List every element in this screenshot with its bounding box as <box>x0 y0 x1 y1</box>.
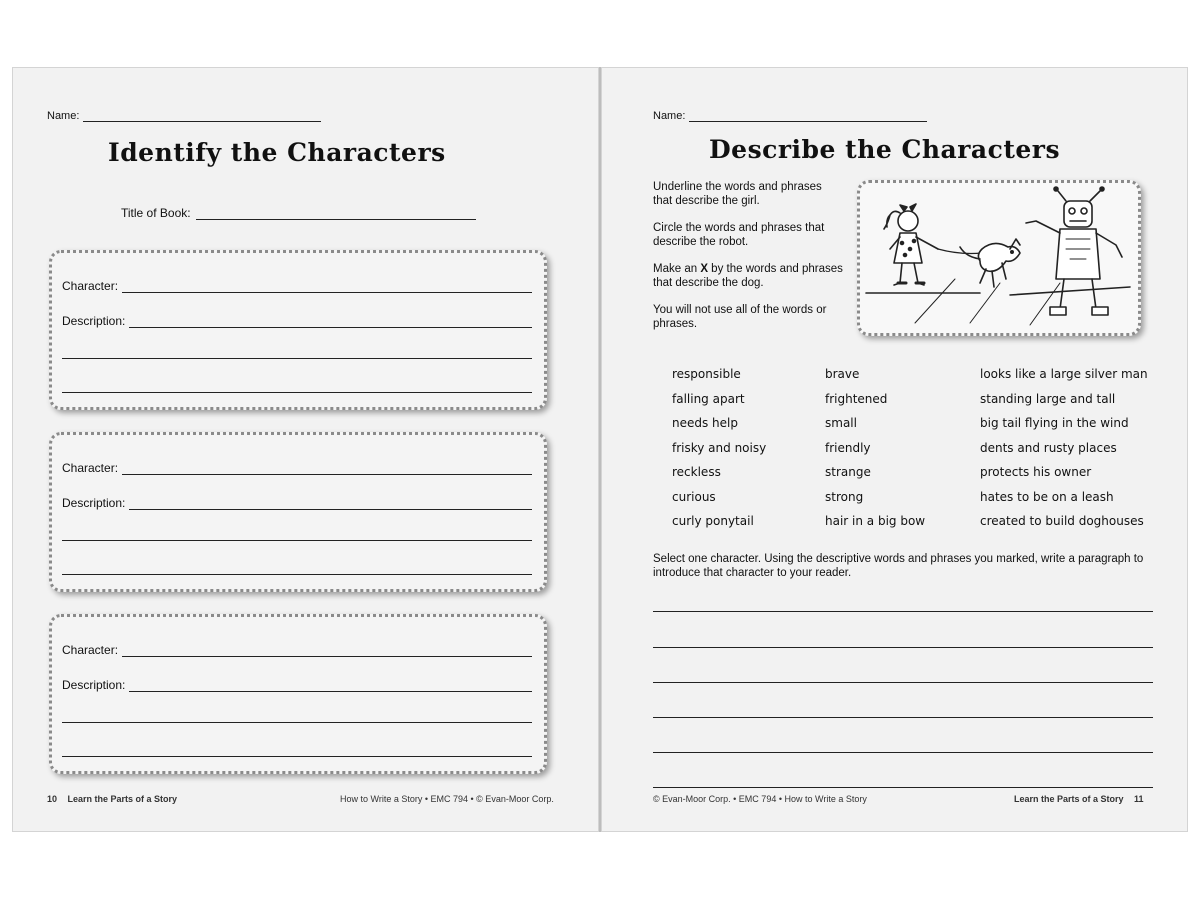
word-item: hair in a big bow <box>825 514 926 528</box>
writing-line <box>653 611 1153 612</box>
name-label: Name: <box>653 110 686 122</box>
description-label: Description: <box>62 496 126 510</box>
word-item: dents and rusty places <box>980 440 1117 455</box>
girl-figure <box>884 204 982 285</box>
word-item: big tail flying in the wind <box>980 416 1129 430</box>
instruction-dog <box>653 262 843 290</box>
characters-illustration <box>857 180 1141 336</box>
page-number: 10 <box>47 794 58 804</box>
instruction-dog-prefix: Make an <box>653 263 701 275</box>
writing-line <box>62 358 532 359</box>
character-box-3 <box>49 614 547 774</box>
word-item: strong <box>825 489 864 504</box>
character-line <box>122 464 532 475</box>
book-title-field <box>121 206 476 220</box>
word-item: needs help <box>672 416 738 430</box>
footer-left <box>47 794 177 804</box>
description-label: Description: <box>62 678 126 692</box>
instruction-note: You will not use all of the words or phrases. <box>653 304 827 330</box>
character-box-1 <box>49 250 547 410</box>
description-field <box>62 314 532 328</box>
character-field <box>62 279 532 293</box>
word-item: hates to be on a leash <box>980 489 1114 504</box>
word-column-2 <box>825 367 925 539</box>
instruction-dog-mark: X <box>700 263 708 275</box>
robot-figure <box>1026 187 1122 315</box>
writing-line <box>62 722 532 723</box>
word-item: brave <box>825 367 860 381</box>
word-item: looks like a large silver man <box>980 367 1148 381</box>
word-item: curious <box>672 489 716 504</box>
word-item: strange <box>825 465 871 479</box>
book-title-label: Title of Book: <box>121 206 191 220</box>
word-item: falling apart <box>672 391 745 406</box>
name-label: Name: <box>47 110 80 122</box>
word-item: reckless <box>672 465 721 479</box>
page-title: Describe the Characters <box>709 135 1061 164</box>
footer-credit: How to Write a Story • EMC 794 • © Evan-Moor Corp. <box>340 794 554 804</box>
writing-line <box>62 756 532 757</box>
page-number: 11 <box>1134 794 1144 804</box>
description-label: Description: <box>62 314 126 328</box>
character-line <box>122 646 532 657</box>
word-column-1 <box>672 367 766 539</box>
name-field <box>47 110 321 122</box>
writing-line <box>653 717 1153 718</box>
character-field <box>62 461 532 475</box>
left-page <box>12 67 599 832</box>
instruction-dog-suffix: by the words and phrases that describe the dog. <box>653 263 843 289</box>
page-title: Identify the Characters <box>108 138 446 167</box>
writing-line <box>62 540 532 541</box>
dog-figure <box>960 239 1020 287</box>
book-title-line <box>196 208 476 220</box>
footer-credit: © Evan-Moor Corp. • EMC 794 • How to Write a Story <box>653 794 867 804</box>
word-item: curly ponytail <box>672 514 754 528</box>
word-item: friendly <box>825 440 871 455</box>
instruction-girl: Underline the words and phrases that describe the girl. <box>653 181 822 207</box>
writing-line <box>653 647 1153 648</box>
footer-section: Learn the Parts of a Story <box>1014 794 1124 804</box>
right-page <box>601 67 1188 832</box>
description-line <box>129 681 532 692</box>
description-line <box>129 499 532 510</box>
word-column-3 <box>980 367 1148 539</box>
description-field <box>62 496 532 510</box>
word-item: frightened <box>825 391 888 406</box>
description-field <box>62 678 532 692</box>
word-item: protects his owner <box>980 465 1092 479</box>
writing-prompt: Select one character. Using the descriptive words and phrases you marked, write a paragraph to introduce that character to your reader. <box>653 553 1144 579</box>
character-field <box>62 643 532 657</box>
word-item: created to build doghouses <box>980 514 1144 528</box>
writing-line <box>653 682 1153 683</box>
name-field <box>653 110 927 122</box>
name-line <box>689 111 927 122</box>
character-box-2 <box>49 432 547 592</box>
word-item: small <box>825 416 857 430</box>
description-line <box>129 317 532 328</box>
writing-line <box>62 574 532 575</box>
character-line <box>122 282 532 293</box>
writing-line <box>62 392 532 393</box>
character-label: Character: <box>62 279 119 293</box>
name-line <box>83 111 321 122</box>
character-label: Character: <box>62 461 119 475</box>
footer-section: Learn the Parts of a Story <box>67 794 178 804</box>
footer-right <box>1014 794 1144 804</box>
word-item: responsible <box>672 367 741 381</box>
word-item: standing large and tall <box>980 391 1116 406</box>
writing-line <box>653 752 1153 753</box>
word-item: frisky and noisy <box>672 440 767 455</box>
writing-line <box>653 787 1153 788</box>
instruction-robot: Circle the words and phrases that describe the robot. <box>653 222 825 248</box>
girl-dog-robot-drawing <box>860 183 1138 333</box>
character-label: Character: <box>62 643 119 657</box>
